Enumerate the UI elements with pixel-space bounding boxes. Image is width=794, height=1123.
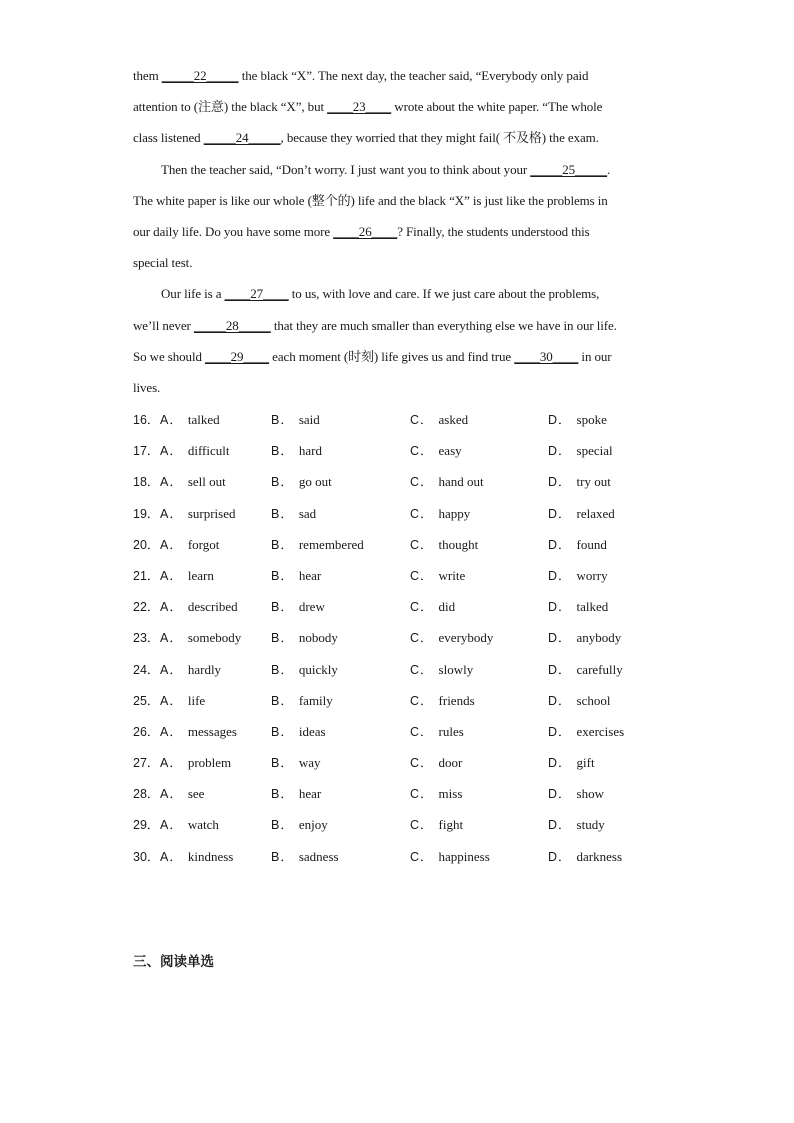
option-d xyxy=(548,441,613,459)
blank-24: _____24_____ xyxy=(203,130,281,146)
question-number: 20． xyxy=(133,537,160,552)
option-text: learn xyxy=(187,567,214,583)
option-text: go out xyxy=(298,474,332,490)
passage-line xyxy=(133,282,663,313)
option-d xyxy=(548,784,604,802)
option-text: surprised xyxy=(187,505,236,521)
option-d xyxy=(548,628,621,646)
option-letter: C． xyxy=(410,849,434,864)
option-text: spoke xyxy=(576,412,607,427)
option-text: happy xyxy=(438,505,471,521)
option-text: quickly xyxy=(298,661,338,677)
option-b xyxy=(271,566,321,584)
option-b xyxy=(271,753,321,771)
question-number: 26． xyxy=(133,724,160,739)
option-text: write xyxy=(438,567,466,583)
option-text: talked xyxy=(187,412,220,427)
question-number: 17． xyxy=(133,444,160,459)
option-d xyxy=(548,660,623,678)
option-c xyxy=(410,722,464,740)
option-text: school xyxy=(576,692,611,708)
option-b xyxy=(271,691,333,709)
cloze-passage xyxy=(133,64,663,407)
question-row xyxy=(133,811,693,842)
option-a xyxy=(160,815,219,833)
option-letter: B． xyxy=(271,631,294,646)
option-letter: D． xyxy=(548,787,572,802)
option-c xyxy=(410,753,462,771)
option-a xyxy=(160,722,237,740)
option-letter: B． xyxy=(271,818,294,833)
passage-text: we’ll never xyxy=(133,317,194,333)
option-text: worry xyxy=(576,567,608,583)
option-a xyxy=(160,628,241,646)
passage-text: wrote about the white paper. “The whole xyxy=(391,99,603,115)
option-text: described xyxy=(187,599,238,615)
option-letter: C． xyxy=(410,506,434,521)
question-number: 25． xyxy=(133,693,160,708)
option-text: messages xyxy=(187,723,237,739)
option-a xyxy=(160,597,238,615)
option-text: show xyxy=(576,786,604,802)
passage-text: in our xyxy=(578,348,612,364)
option-a xyxy=(160,566,214,584)
option-letter: D． xyxy=(548,600,572,615)
option-text: kindness xyxy=(187,848,234,864)
passage-text: special test. xyxy=(133,255,193,271)
option-a xyxy=(160,472,226,490)
question-row xyxy=(133,624,693,655)
option-letter: A． xyxy=(160,600,183,615)
option-text: special xyxy=(576,443,613,459)
question-row xyxy=(133,780,693,811)
question-number: 18． xyxy=(133,475,160,490)
option-text: carefully xyxy=(576,661,623,677)
option-letter: B． xyxy=(271,568,294,583)
option-d xyxy=(548,472,611,490)
option-text: hear xyxy=(298,786,322,802)
option-letter: B． xyxy=(271,724,294,739)
option-letter: A． xyxy=(160,475,183,490)
option-letter: B． xyxy=(271,849,294,864)
option-letter: C． xyxy=(410,568,434,583)
passage-text: , because they worried that they might fail( 不及格) the exam. xyxy=(280,130,599,146)
option-text: talked xyxy=(576,599,609,615)
question-number: 24． xyxy=(133,662,160,677)
option-text: see xyxy=(187,786,205,802)
option-text: said xyxy=(298,412,320,427)
option-letter: A． xyxy=(160,631,183,646)
option-letter: D． xyxy=(548,537,572,552)
blank-23: ____23____ xyxy=(327,99,392,115)
option-d xyxy=(548,566,608,584)
option-text: relaxed xyxy=(576,505,615,521)
passage-line xyxy=(133,126,663,157)
passage-text: the black “X”. The next day, the teacher said, “Everybody only paid xyxy=(238,68,589,83)
option-letter: C． xyxy=(410,444,434,459)
option-text: problem xyxy=(187,755,232,771)
passage-line xyxy=(133,314,663,345)
option-b xyxy=(271,410,320,428)
option-letter: D． xyxy=(548,756,572,771)
option-letter: C． xyxy=(410,600,434,615)
passage-line xyxy=(133,158,663,189)
question-row xyxy=(133,749,693,780)
option-d xyxy=(548,597,608,615)
option-a xyxy=(160,691,205,709)
option-text: watch xyxy=(187,817,219,833)
option-letter: A． xyxy=(160,724,183,739)
option-letter: C． xyxy=(410,693,434,708)
option-text: forgot xyxy=(187,536,220,552)
option-text: easy xyxy=(438,443,462,459)
question-row xyxy=(133,500,693,531)
option-text: slowly xyxy=(438,661,474,677)
option-b xyxy=(271,628,338,646)
passage-text: lives. xyxy=(133,379,161,395)
passage-line xyxy=(133,220,663,251)
option-letter: B． xyxy=(271,600,294,615)
option-d xyxy=(548,815,605,833)
option-letter: A． xyxy=(160,568,183,583)
question-row xyxy=(133,718,693,749)
option-letter: D． xyxy=(548,818,572,833)
option-text: way xyxy=(298,755,321,771)
passage-text: . xyxy=(607,161,611,177)
option-text: hear xyxy=(298,567,322,583)
option-c xyxy=(410,535,478,553)
question-number: 19． xyxy=(133,506,160,521)
option-c xyxy=(410,815,463,833)
option-text: darkness xyxy=(576,848,623,864)
option-b xyxy=(271,722,326,740)
blank-25: _____25_____ xyxy=(530,161,608,177)
option-a xyxy=(160,441,229,459)
passage-line xyxy=(133,189,663,220)
passage-line xyxy=(133,251,663,282)
option-text: ideas xyxy=(298,723,326,739)
option-b xyxy=(271,504,316,522)
option-text: try out xyxy=(576,474,611,490)
option-text: door xyxy=(438,755,463,771)
option-c xyxy=(410,691,475,709)
option-letter: B． xyxy=(271,787,294,802)
option-text: miss xyxy=(438,786,463,802)
option-text: drew xyxy=(298,599,325,615)
option-text: remembered xyxy=(298,536,364,552)
passage-text: The white paper is like our whole (整个的) life and the black “X” is just like the problems in xyxy=(133,192,608,208)
option-letter: A． xyxy=(160,413,183,427)
option-text: gift xyxy=(576,755,595,771)
option-text: everybody xyxy=(438,630,494,646)
option-text: anybody xyxy=(576,630,622,646)
question-row xyxy=(133,687,693,718)
option-b xyxy=(271,660,338,678)
passage-line xyxy=(133,64,663,95)
blank-26: ____26____ xyxy=(333,223,398,239)
question-number: 30． xyxy=(133,849,160,864)
passage-text: them xyxy=(133,68,162,83)
question-row xyxy=(133,437,693,468)
option-letter: A． xyxy=(160,818,183,833)
option-letter: C． xyxy=(410,724,434,739)
option-c xyxy=(410,566,465,584)
option-text: sadness xyxy=(298,848,339,864)
option-letter: D． xyxy=(548,849,572,864)
option-text: fight xyxy=(438,817,464,833)
option-letter: C． xyxy=(410,413,434,427)
option-b xyxy=(271,441,322,459)
option-text: nobody xyxy=(298,630,338,646)
option-letter: A． xyxy=(160,444,183,459)
option-letter: B． xyxy=(271,475,294,490)
blank-27: ____27____ xyxy=(224,286,289,302)
option-letter: D． xyxy=(548,413,572,427)
option-letter: A． xyxy=(160,849,183,864)
option-letter: D． xyxy=(548,724,572,739)
option-a xyxy=(160,784,204,802)
option-c xyxy=(410,410,468,428)
passage-text: that they are much smaller than everything else we have in our life. xyxy=(270,317,617,333)
option-letter: D． xyxy=(548,444,572,459)
blank-30: ____30____ xyxy=(514,348,579,364)
passage-text: our daily life. Do you have some more xyxy=(133,223,334,239)
question-row xyxy=(133,656,693,687)
option-b xyxy=(271,472,332,490)
option-b xyxy=(271,535,364,553)
option-text: did xyxy=(438,599,456,615)
passage-line xyxy=(133,345,663,376)
answer-options-list xyxy=(133,406,693,874)
passage-line xyxy=(133,95,663,126)
section-title: 三、阅读单选 xyxy=(133,954,214,970)
passage-text: to us, with love and care. If we just care about the problems, xyxy=(288,286,600,302)
option-letter: B． xyxy=(271,506,294,521)
option-letter: B． xyxy=(271,756,294,771)
passage-text: So we should xyxy=(133,348,206,364)
option-text: somebody xyxy=(187,630,242,646)
option-letter: A． xyxy=(160,787,183,802)
option-letter: A． xyxy=(160,662,183,677)
option-letter: D． xyxy=(548,506,572,521)
option-c xyxy=(410,847,490,865)
passage-text: ? Finally, the students understood this xyxy=(397,223,590,239)
option-text: thought xyxy=(438,536,479,552)
option-letter: A． xyxy=(160,693,183,708)
question-number: 23． xyxy=(133,631,160,646)
option-text: family xyxy=(298,692,333,708)
option-d xyxy=(548,410,607,428)
blank-28: _____28_____ xyxy=(193,317,271,333)
option-text: happiness xyxy=(438,848,490,864)
option-letter: C． xyxy=(410,787,434,802)
option-letter: A． xyxy=(160,756,183,771)
passage-text: Our life is a xyxy=(161,286,225,302)
option-text: hardly xyxy=(187,661,222,677)
option-letter: D． xyxy=(548,631,572,646)
option-b xyxy=(271,815,328,833)
option-letter: C． xyxy=(410,662,434,677)
passage-line xyxy=(133,376,663,407)
question-number: 28． xyxy=(133,787,160,802)
option-letter: D． xyxy=(548,693,572,708)
question-row xyxy=(133,562,693,593)
option-text: hand out xyxy=(438,474,484,490)
option-d xyxy=(548,691,610,709)
question-number: 16． xyxy=(133,413,160,427)
option-c xyxy=(410,628,493,646)
option-text: enjoy xyxy=(298,817,328,833)
option-d xyxy=(548,535,607,553)
option-letter: C． xyxy=(410,818,434,833)
option-b xyxy=(271,847,339,865)
option-d xyxy=(548,847,622,865)
option-a xyxy=(160,504,236,522)
option-letter: B． xyxy=(271,537,294,552)
option-text: asked xyxy=(438,412,469,427)
option-text: life xyxy=(187,692,206,708)
question-row xyxy=(133,406,693,437)
option-letter: B． xyxy=(271,413,294,427)
option-b xyxy=(271,784,321,802)
option-text: difficult xyxy=(187,443,230,459)
question-row xyxy=(133,843,693,874)
question-number: 29． xyxy=(133,818,160,833)
option-letter: C． xyxy=(410,537,434,552)
blank-29: ____29____ xyxy=(205,348,270,364)
question-number: 22． xyxy=(133,600,160,615)
option-c xyxy=(410,660,473,678)
option-text: rules xyxy=(438,723,464,739)
option-letter: D． xyxy=(548,662,572,677)
option-b xyxy=(271,597,325,615)
question-row xyxy=(133,593,693,624)
question-number: 21． xyxy=(133,568,160,583)
option-letter: B． xyxy=(271,444,294,459)
option-text: exercises xyxy=(576,723,625,739)
passage-text: Then the teacher said, “Don’t worry. I just want you to think about your xyxy=(161,161,531,177)
option-a xyxy=(160,535,219,553)
option-d xyxy=(548,753,595,771)
option-d xyxy=(548,722,624,740)
option-letter: B． xyxy=(271,693,294,708)
option-text: study xyxy=(576,817,605,833)
option-text: sell out xyxy=(187,474,226,490)
question-number: 27． xyxy=(133,756,160,771)
option-c xyxy=(410,441,462,459)
option-c xyxy=(410,472,484,490)
passage-text: each moment (时刻) life gives us and find true xyxy=(269,348,515,364)
option-a xyxy=(160,753,231,771)
option-letter: C． xyxy=(410,756,434,771)
option-letter: C． xyxy=(410,475,434,490)
option-c xyxy=(410,504,470,522)
option-a xyxy=(160,660,221,678)
option-letter: D． xyxy=(548,475,572,490)
option-text: sad xyxy=(298,505,317,521)
passage-text: attention to (注意) the black “X”, but xyxy=(133,99,328,115)
option-a xyxy=(160,847,233,865)
option-c xyxy=(410,597,455,615)
option-text: friends xyxy=(438,692,475,708)
option-a xyxy=(160,410,220,428)
option-text: hard xyxy=(298,443,322,459)
option-letter: B． xyxy=(271,662,294,677)
option-letter: C． xyxy=(410,631,434,646)
blank-22: _____22_____ xyxy=(161,68,239,83)
question-row xyxy=(133,531,693,562)
option-letter: A． xyxy=(160,537,183,552)
option-c xyxy=(410,784,462,802)
option-letter: D． xyxy=(548,568,572,583)
passage-text: class listened xyxy=(133,130,204,146)
option-d xyxy=(548,504,615,522)
question-row xyxy=(133,468,693,499)
option-text: found xyxy=(576,536,607,552)
option-letter: A． xyxy=(160,506,183,521)
